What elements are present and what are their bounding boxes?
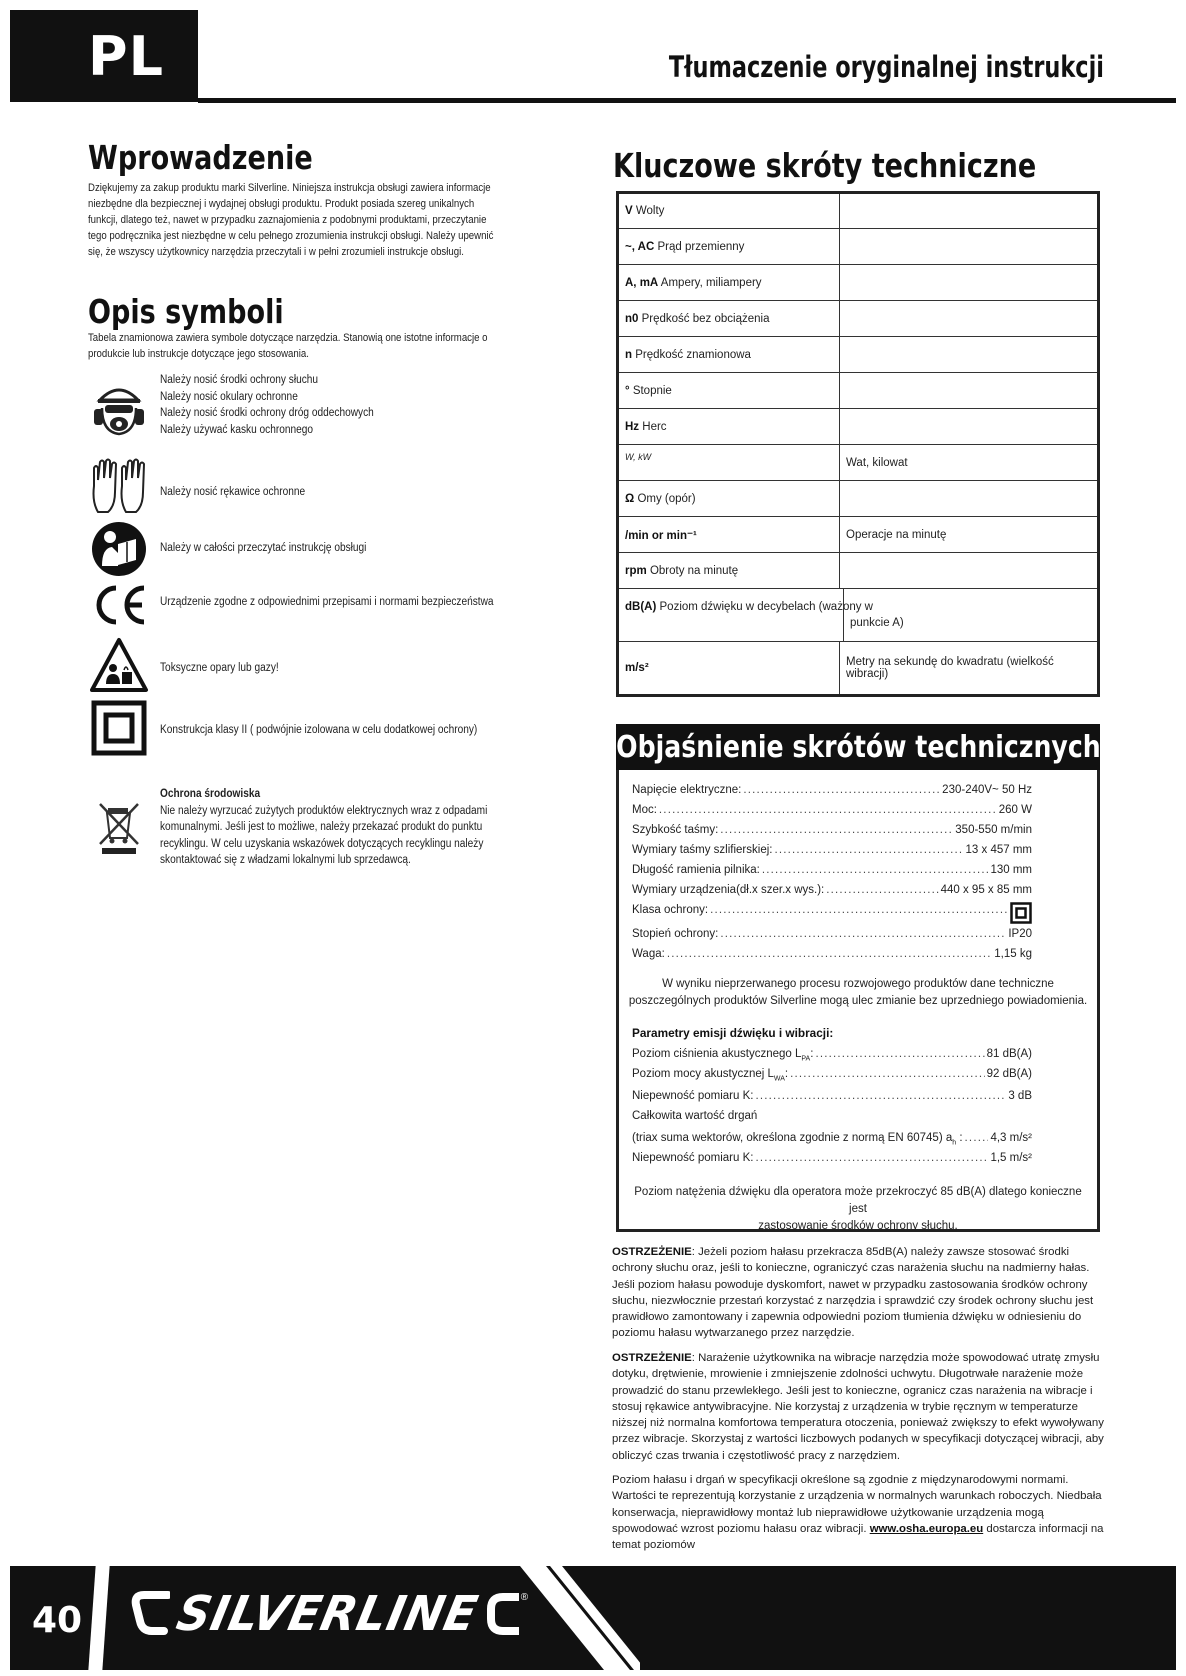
logo-c-icon — [485, 1591, 521, 1637]
spec-line: Poziom mocy akustycznej $L_{WA}$: . . . 92 dB(A) — [632, 1068, 1032, 1086]
language-tab: PL — [10, 10, 198, 102]
class-ii-icon — [88, 700, 150, 758]
gloves-icon — [88, 458, 150, 516]
emission-title: Parametry emisji dźwięku i wibracji: — [632, 1026, 834, 1040]
spec-line: Waga: . . . 1,15 kg — [632, 948, 1032, 966]
ce-text: Urządzenie zgodne z odpowiednimi przepisami i normami bezpieczeństwa — [160, 596, 494, 608]
gloves-text: Należy nosić rękawice ochronne — [160, 486, 306, 498]
spec-line: Niepewność pomiaru K: . . . 1,5 m/s² — [632, 1152, 1032, 1170]
warning-vibration: OSTRZEŻENIE: Narażenie użytkownika na wibracje narzędzia może spowodować utratę zmysłu dotyku, drętwienie, mrowienie i zmniejszenie zdolności uchwytu. Długotrwałe narażenie może prowadzić do stanu przewlekłego. Jeśli jest to konieczne, ogranicz czas narażenia na wibracje i stosuj rękawice antywibracyjne. Nie korzystaj z urządzenia w trybie ręcznym w temperaturze niższej niż normalna komfortowa temperatura otoczenia, ponieważ zwiększy to efekt wywoływany przez wibracje. Skorzystaj z wartości liczbowych podanych w specyfikacji dotyczącej wibracji, aby obliczyć czas trwania i częstotliwość pracy z narzędziem. — [612, 1352, 1104, 1462]
logo-hook-icon — [130, 1591, 170, 1637]
table-row: Ω Omy (opór) — [618, 481, 1099, 517]
symbols-intro: Tabela znamionowa zawiera symbole dotyczące narzędzia. Stanowią one istotne informacje o produkcie lub instrukcje dotyczące jego stosowania. — [88, 332, 488, 360]
spec-line: Szybkość taśmy: . . . 350-550 m/min — [632, 824, 1032, 842]
spec-line: (triax suma wektorów, określona zgodnie z normą EN 60745) $a_h$ : . . . 4,3 m/s² — [632, 1132, 1032, 1150]
spec-line: Stopień ochrony: . . . IP20 — [632, 928, 1032, 946]
registered-mark: ® — [520, 1592, 529, 1603]
page-number: 40 — [31, 1599, 83, 1641]
spec-line: Długość ramienia pilnika: . . . 130 mm — [632, 864, 1032, 882]
table-row: W, kW Wat, kilowat — [618, 445, 1099, 481]
table-row: m/s² Metry na sekundę do kwadratu (wielkość wibracji) — [618, 642, 1099, 696]
intro-heading: Wprowadzenie — [88, 138, 313, 177]
table-row: n Prędkość znamionowa — [618, 337, 1099, 373]
page-title: Tłumaczenie oryginalnej instrukcji — [668, 50, 1104, 84]
spec-line: Wymiary taśmy szlifierskiej: . . . 13 x 457 mm — [632, 844, 1032, 862]
manual-text: Należy w całości przeczytać instrukcję obsługi — [160, 542, 367, 554]
symbols-heading: Opis symboli — [88, 292, 284, 331]
spec-line: Klasa ochrony: . . . — [632, 904, 1032, 922]
spec-line: Niepewność pomiaru K: . . . 3 dB — [632, 1090, 1032, 1108]
warning-noise: OSTRZEŻENIE: Jeżeli poziom hałasu przekracza 85dB(A) należy zawsze stosować środki ochrony słuchu oraz, jeśli to konieczne, ograniczyć czas narażenia słuchu na nadmierny hałas. Jeśli poziom hałasu powoduje dyskomfort, nawet w przypadku zastosowania środków ochrony słuchu, niezwłocznie przestań korzystać z narzędzia i sprawdzić czy środek ochrony słuchu jest prawidłowo zamontowany i zapewnia odpowiedni poziom tłumienia dźwięku w odniesieniu do poziomu hałasu wytwarzanego przez narzędzie. — [612, 1246, 1094, 1340]
noise-note: Poziom natężenia dźwięku dla operatora może przekroczyć 85 dB(A) dlatego konieczne jest zastosowanie środków ochrony słuchu. — [634, 1186, 1082, 1232]
spec-line: Poziom ciśnienia akustycznego $L_{PA}$: . . . 81 dB(A) — [632, 1048, 1032, 1066]
spec-line: Moc: . . . 260 W — [632, 804, 1032, 822]
weee-bin-icon — [88, 798, 150, 856]
ppe-text: Należy nosić środki ochrony słuchu Należy nosić okulary ochronne Należy nosić środki ochrony dróg oddechowych Należy używać kasku ochronnego — [160, 374, 374, 436]
read-manual-icon — [88, 520, 150, 578]
spec-heading: Objaśnienie skrótów technicznych — [616, 724, 1100, 770]
spec-line: Napięcie elektryczne: . . . 230-240V~ 50 Hz — [632, 784, 1032, 802]
standards-paragraph: Poziom hałasu i drgań w specyfikacji określone są zgodnie z międzynarodowymi normami. Wartości te reprezentują korzystanie z urządzenia w normalnych warunkach roboczych. Niedbała konserwacja, nieprawidłowy montaż lub nieprawidłowe użytkowanie urządzenia mogą spowodować wzrost poziomu hałasu oraz wibracji. www.osha.europa.eu dostarcza informacji na temat poziomów — [612, 1474, 1104, 1552]
intro-text: Dziękujemy za zakup produktu marki Silverline. Niniejsza instrukcja obsługi zawiera informacje niezbędne dla bezpiecznej i wydajnej obsługi produktu. Produkt posiada szereg unikalnych funkcji, dlatego też, nawet w przypadku zaznajomienia z podobnymi produktami, przeczytanie tego podręcznika jest niezbędne w celu pełnego zrozumienia instrukcji obsługi. Należy upewnić się, że wszyscy użytkownicy narzędzia przeczytali i w pełni zrozumieli instrukcje obsługi. — [88, 182, 494, 258]
table-row: rpm Obroty na minutę — [618, 553, 1099, 589]
silverline-logo — [130, 1582, 528, 1646]
table-row: V Wolty — [618, 193, 1099, 229]
table-row: ~, AC Prąd przemienny — [618, 229, 1099, 265]
osha-link[interactable]: www.osha.europa.eu — [869, 1522, 984, 1535]
table-row: /min or min⁻¹ Operacje na minutę — [618, 517, 1099, 553]
table-row: Hz Herc — [618, 409, 1099, 445]
table-row: A, mA Ampery, miliampery — [618, 265, 1099, 301]
abbr-heading: Kluczowe skróty techniczne — [613, 146, 1037, 185]
ce-mark-icon — [88, 576, 150, 634]
class-ii-icon — [1010, 902, 1032, 924]
environment-title: Ochrona środowiska — [160, 788, 261, 800]
ppe-head-icon — [88, 378, 150, 436]
toxic-text: Toksyczne opary lub gazy! — [160, 662, 279, 674]
logo-text: SILVERLINE — [171, 1586, 483, 1642]
table-row: n0 Prędkość bez obciążenia — [618, 301, 1099, 337]
toxic-fumes-icon — [88, 636, 150, 694]
table-row: dB(A) Poziom dźwięku w decybelach (ważony w punkcie A) — [618, 589, 1099, 642]
spec-note: W wyniku nieprzerwanego procesu rozwojowego produktów dane techniczne poszczególnych produktów Silverline mogą ulec zmianie bez uprzedniego powiadomienia. — [628, 978, 1088, 1007]
environment-text: Ochrona środowiska Nie należy wyrzucać zużytych produktów elektrycznych wraz z odpadami komunalnymi. Jeśli jest to możliwe, należy przekazać produkt do punktu recyklingu. W celu uzyskania wskazówek dotyczących recyklingu należy skontaktować się z władzami lokalnymi lub sprzedawcą. — [160, 788, 488, 866]
class-ii-text: Konstrukcja klasy II ( podwójnie izolowana w celu dodatkowej ochrony) — [160, 724, 478, 736]
abbreviations-table — [616, 191, 1100, 697]
table-row: ° Stopnie — [618, 373, 1099, 409]
header-rule — [198, 98, 1176, 103]
spec-line: Wymiary urządzenia(dł.x szer.x wys.): . . . 440 x 95 x 85 mm — [632, 884, 1032, 902]
vibration-label: Całkowita wartość drgań — [632, 1110, 758, 1122]
footer-stripe — [520, 1566, 640, 1670]
